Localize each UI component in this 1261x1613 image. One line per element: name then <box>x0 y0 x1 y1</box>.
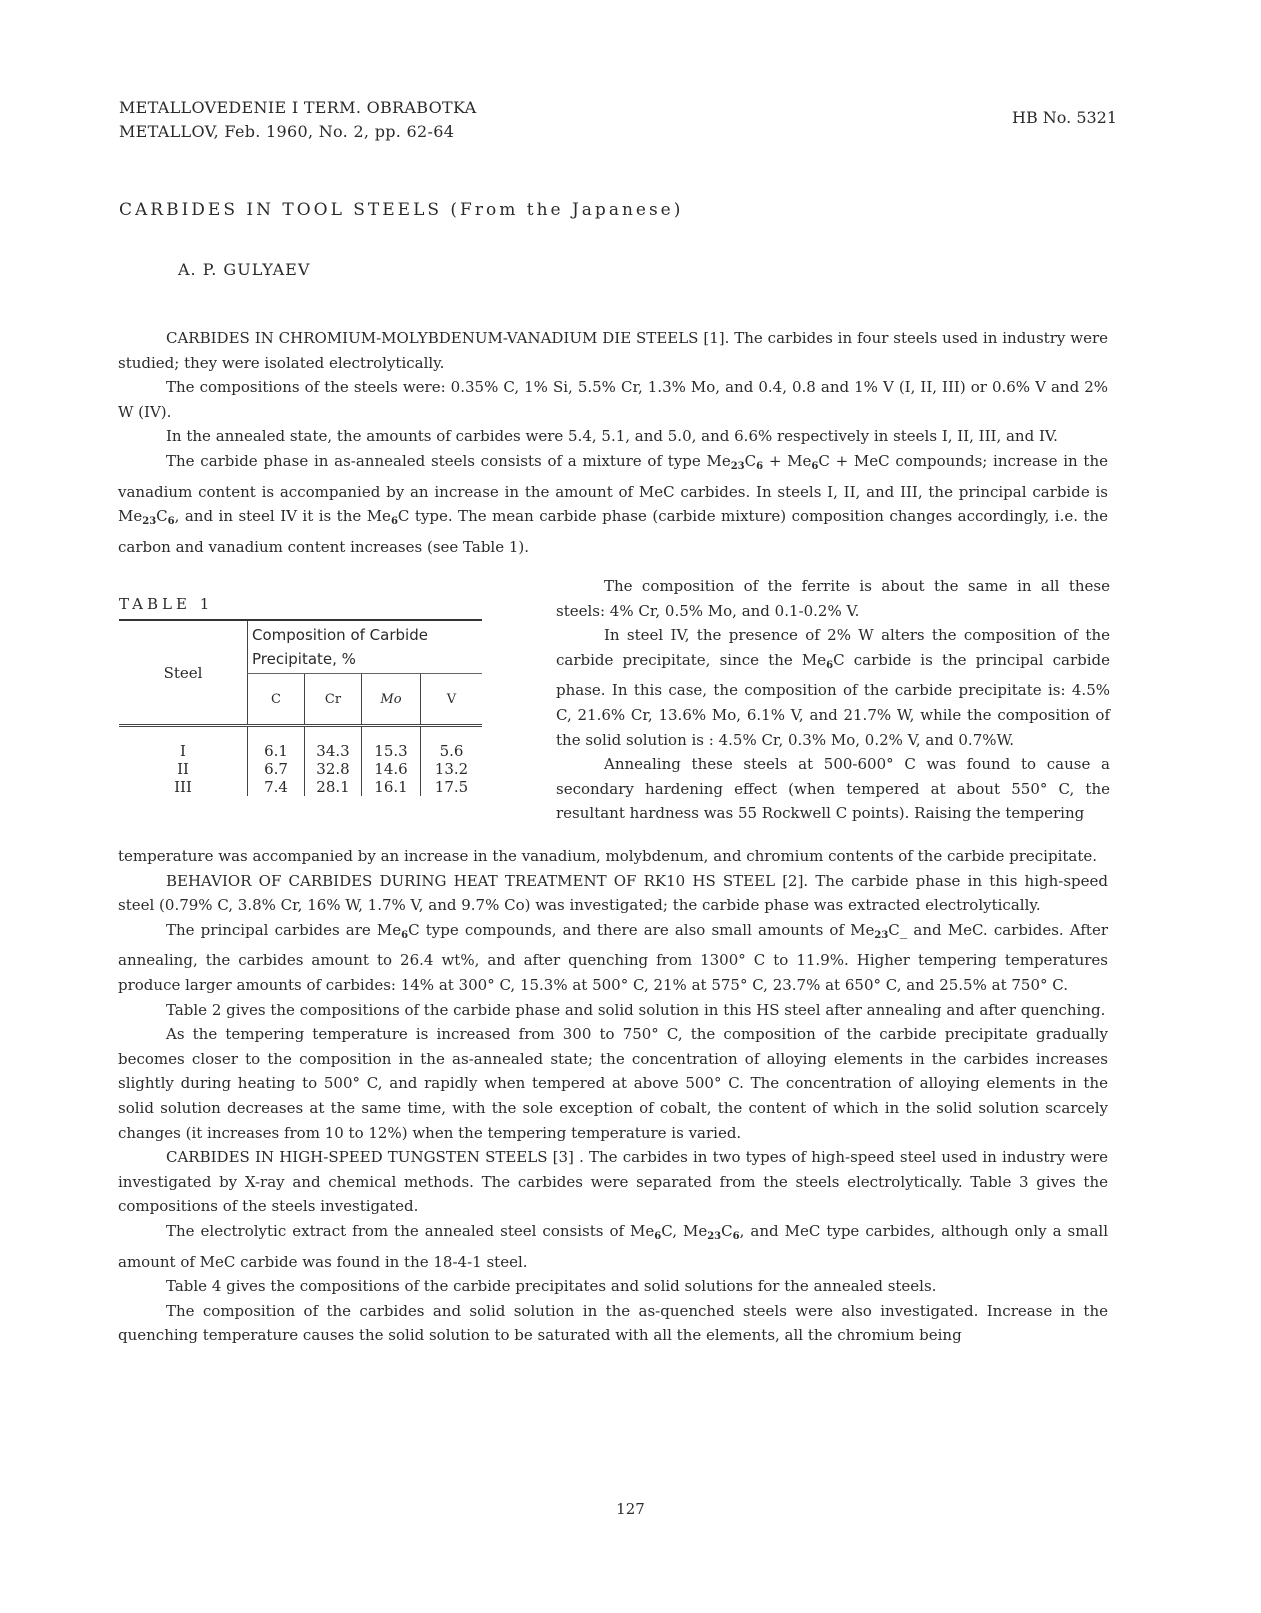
paragraph-1: CARBIDES IN CHROMIUM-MOLYBDENUM-VANADIUM DIE STEELS [1]. The carbides in four steels used in industry were studied; they were isolated electrolytically. <box>118 329 1108 372</box>
column-header-cr: Cr <box>305 674 362 726</box>
paragraph-3: In the annealed state, the amounts of carbides were 5.4, 5.1, and 5.0, and 6.6% respectively in steels I, II, III, and IV. <box>166 427 1058 446</box>
body-block <box>118 844 1108 1348</box>
article-title: CARBIDES IN TOOL STEELS (From the Japanese) <box>119 200 684 220</box>
paragraph-11: The electrolytic extract from the annealed steel consists of $Me_6C$, $Me_{23}C_6$, and MeC type carbides, although only a small amount of MeC carbide was found in the 18-4-1 steel. <box>118 1221 1108 1271</box>
composition-group-header: Composition of Carbide Precipitate, % <box>248 620 483 674</box>
table-row: I 6.1 34.3 15.3 5.6 <box>119 742 482 760</box>
paragraph-annealing: Annealing these steels at 500-600° C was found to cause a secondary hardening effect (when tempered at about 550° C, the resultant hardness was 55 Rockwell C points). Raising the tempering <box>556 755 1110 823</box>
table-header-row <box>119 620 482 674</box>
journal-line-1: METALLOVEDENIE I TERM. OBRABOTKA <box>119 98 477 117</box>
column-header-c: C <box>248 674 305 726</box>
paragraph-13: The composition of the carbides and solid solution in the as-quenched steels were also investigated. Increase in the quenching temperature causes the solid solution to be saturated with all the elements, all the chromium being <box>118 1301 1108 1345</box>
journal-line-2: METALLOV, Feb. 1960, No. 2, pp. 62-64 <box>119 122 455 141</box>
column-header-v: V <box>421 674 483 726</box>
paragraph-7: The principal carbides are $Me_6C$ type compounds, and there are also small amounts of $Me_{23}C\_$ and MeC. carbides. After annealing, the carbides amount to 26.4 wt%, and after quenching from 1300° C to 11.9%. Higher tempering temperatures produce larger amounts of carbides: 14% at 300° C, 15.3% at 500° C, 21% at 575° C, 23.7% at 650° C, and 25.5% at 750° C. <box>118 920 1109 994</box>
paragraph-8: Table 2 gives the compositions of the carbide phase and solid solution in this HS steel after annealing and after quenching. <box>166 1000 1106 1019</box>
paragraph-ferrite: The composition of the ferrite is about the same in all these steels: 4% Cr, 0.5% Mo, and 0.1-0.2% V. <box>556 577 1110 620</box>
page-number: 127 <box>616 1500 645 1518</box>
paragraph-12: Table 4 gives the compositions of the carbide precipitates and solid solutions for the annealed steels. <box>166 1277 937 1296</box>
paragraph-5: temperature was accompanied by an increase in the vanadium, molybdenum, and chromium contents of the carbide precipitate. <box>118 847 1098 865</box>
paragraph-6: BEHAVIOR OF CARBIDES DURING HEAT TREATMENT OF RK10 HS STEEL [2]. The carbide phase in this high-speed steel (0.79% C, 3.8% Cr, 16% W, 1.7% V, and 9.7% Co) was investigated; the carbide phase was extracted electrolytically. <box>118 871 1108 915</box>
table-row: II 6.7 32.8 14.6 13.2 <box>119 760 482 778</box>
paragraph-2: The compositions of the steels were: 0.35% C, 1% Si, 5.5% Cr, 1.3% Mo, and 0.4, 0.8 and 1% V (I, II, III) or 0.6% V and 2% W (IV). <box>118 378 1108 421</box>
column-header-mo: Mo <box>362 674 421 726</box>
table-divider-row <box>119 726 482 742</box>
paragraph-4: The carbide phase in as-annealed steels consists of a mixture of type $Me_{23}C_6 + Me_6C$ + MeC compounds; increase in the vanadium content is accompanied by an increase in the amount of MeC carbides. In steels I, II, and III, the principal carbide is $Me_{23}C_6$, and in steel IV it is the $Me_6C$ type. The mean carbide phase (carbide mixture) composition changes accordingly, i.e. the carbon and vanadium content increases (see Table 1). <box>118 451 1109 556</box>
intro-block <box>118 326 1108 559</box>
table-1 <box>119 619 482 796</box>
hb-number: HB No. 5321 <box>1012 108 1118 127</box>
paragraph-9: As the tempering temperature is increased from 300 to 750° C, the composition of the carbide precipitate gradually becomes closer to the composition in the as-annealed state; the concentration of alloying elements in the carbides increases slightly during heating to 500° C, and rapidly when tempered at above 500° C. The concentration of alloying elements in the solid solution decreases at the same time, with the sole exception of cobalt, the content of which in the solid solution scarcely changes (it increases from 10 to 12%) when the tempering temperature is varied. <box>118 1025 1108 1142</box>
paragraph-10: CARBIDES IN HIGH-SPEED TUNGSTEN STEELS [3] . The carbides in two types of high-speed steel used in industry were investigated by X-ray and chemical methods. The carbides were separated from the steels electrolytically. Table 3 gives the compositions of the steels investigated. <box>118 1148 1108 1216</box>
right-column-text <box>556 574 1110 826</box>
paragraph-steel-iv: In steel IV, the presence of 2% W alters the composition of the carbide precipitate, since the $Me_6C$ carbide is the principal carbide phase. In this case, the composition of the carbide precipitate is: 4.5% C, 21.6% Cr, 13.6% Mo, 6.1% V, and 21.7% W, while the composition of the solid solution is : 4.5% Cr, 0.3% Mo, 0.2% V, and 0.7%W. <box>556 626 1111 749</box>
table-row: III 7.4 28.1 16.1 17.5 <box>119 778 482 796</box>
journal-header <box>119 96 476 144</box>
steel-column-header: Steel <box>119 620 248 726</box>
table-1-label: TABLE 1 <box>119 595 214 613</box>
article-author: A. P. GULYAEV <box>178 260 311 279</box>
